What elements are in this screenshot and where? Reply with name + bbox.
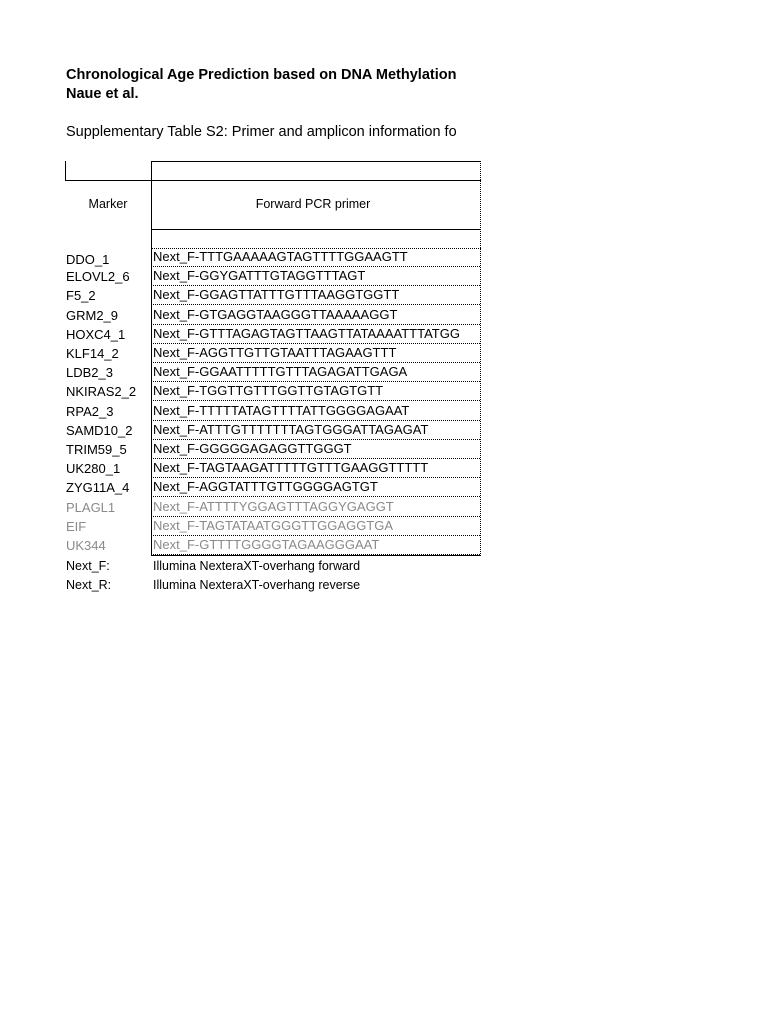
forward-primer-cell: Next_F-GGAGTTATTTGTTTAAGGTGGTT <box>153 287 480 305</box>
marker-cell: SAMD10_2 <box>66 422 133 438</box>
forward-primer-cell: Next_F-TAGTATAATGGGTTGGAGGTGA <box>153 518 480 536</box>
forward-primer-cell: Next_F-GGGGGAGAGGTTGGGT <box>153 441 480 459</box>
forward-primer-cell: Next_F-GTGAGGTAAGGGTTAAAAAGGT <box>153 307 480 325</box>
note-description: Illumina NexteraXT-overhang forward <box>153 559 361 573</box>
marker-cell: ZYG11A_4 <box>66 480 130 496</box>
marker-cell: HOXC4_1 <box>66 326 126 342</box>
document-title: Chronological Age Prediction based on DNA Methylation <box>66 67 457 83</box>
marker-cell: EIF <box>66 518 87 534</box>
marker-cell: ELOVL2_6 <box>66 269 130 285</box>
marker-cell: LDB2_3 <box>66 365 113 381</box>
forward-primer-cell: Next_F-TGGTTGTTTGGTTGTAGTGTT <box>153 383 480 401</box>
forward-primer-cell: Next_F-TAGTAAGATTTTTGTTTGAAGGTTTTT <box>153 460 480 478</box>
header-mid-border <box>65 180 481 181</box>
header-bottom-border <box>151 229 481 230</box>
document-authors: Naue et al. <box>66 86 139 102</box>
table-caption: Supplementary Table S2: Primer and amplicon information fo <box>66 124 457 140</box>
marker-cell: TRIM59_5 <box>66 442 127 457</box>
forward-primer-cell: Next_F-GGAATTTTTGTTTAGAGATTGAGA <box>153 364 480 382</box>
note-description: Illumina NexteraXT-overhang reverse <box>153 578 361 592</box>
forward-primer-cell: Next_F-GTTTTGGGGTAGAAGGGAAT <box>153 537 480 555</box>
forward-primer-column-header: Forward PCR primer <box>255 197 371 211</box>
table-bottom-border <box>151 555 481 556</box>
table-left-border <box>65 161 66 181</box>
marker-cell: UK280_1 <box>66 461 121 477</box>
forward-primer-cell: Next_F-TTTGAAAAAGTAGTTTTGGAAGTT <box>153 249 480 267</box>
note-key: Next_F: <box>66 559 110 573</box>
marker-cell: UK344 <box>66 538 106 553</box>
marker-cell: DDO_1 <box>66 252 110 267</box>
marker-cell: GRM2_9 <box>66 307 119 323</box>
marker-column-header: Marker <box>88 197 128 211</box>
note-key: Next_R: <box>66 578 112 592</box>
marker-cell: F5_2 <box>66 288 96 304</box>
forward-primer-cell: Next_F-GGYGATTTGTAGGTTTAGT <box>153 268 480 286</box>
forward-primer-cell: Next_F-ATTTTYGGAGTTTAGGYGAGGT <box>153 499 480 517</box>
header-top-border <box>151 161 481 162</box>
forward-primer-cell: Next_F-TTTTTATAGTTTTATTGGGGAGAAT <box>153 403 480 421</box>
marker-cell: RPA2_3 <box>66 403 114 419</box>
forward-primer-cell: Next_F-AGGTATTTGTTGGGGAGTGT <box>153 479 480 497</box>
marker-cell: NKIRAS2_2 <box>66 384 137 400</box>
forward-primer-cell: Next_F-GTTTAGAGTAGTTAAGTTATAAAATTTATGG <box>153 326 480 344</box>
marker-cell: KLF14_2 <box>66 346 119 361</box>
column-divider <box>151 161 152 556</box>
forward-primer-cell: Next_F-ATTTGTTTTTTTAGTGGGATTAGAGAT <box>153 422 480 440</box>
table-right-edge <box>480 161 481 556</box>
forward-primer-cell: Next_F-AGGTTGTTGTAATTTAGAAGTTT <box>153 345 480 363</box>
marker-cell: PLAGL1 <box>66 499 116 515</box>
